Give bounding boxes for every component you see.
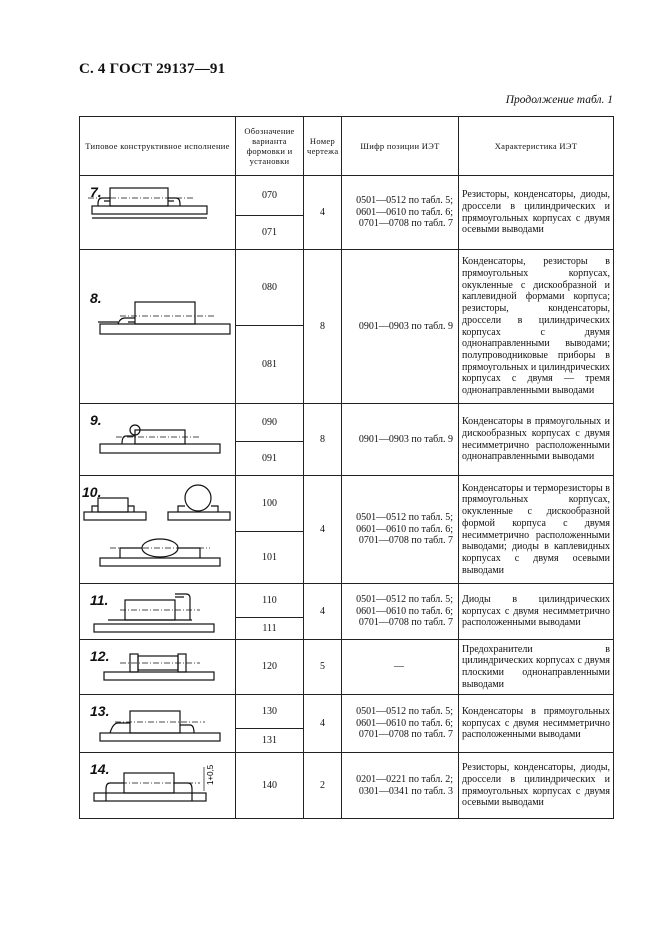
drawing-number: 2 <box>304 753 342 819</box>
cipher-line: 0501—0512 по табл. 5; <box>356 594 453 606</box>
design-number: 11. <box>90 592 109 608</box>
design-cell-9 <box>80 404 236 476</box>
design-cell-14 <box>80 753 236 819</box>
table-row <box>80 695 614 729</box>
characteristic-cell: Предохранители в цилиндрических корпусах с двумя плоскими однонаправленными выводами <box>459 640 614 695</box>
cipher-line: 0601—0610 по табл. 6; <box>356 523 453 535</box>
characteristic-cell: Конденсаторы в прямоугольных и дискообразных корпусах с двумя несимметрично расположенными однонаправленными выводами <box>459 404 614 476</box>
cipher-line: 0601—0610 по табл. 6; <box>356 605 453 617</box>
design-cell-11 <box>80 584 236 640</box>
variant-code: 120 <box>236 640 304 695</box>
characteristic-cell: Конденсаторы и терморезисторы в прямоугольных корпусах, окукленные с дискообразной формой корпуса с двумя несимметрично расположенными выводами; диоды в каплевидных корпусах с двумя осевыми выводами <box>459 476 614 584</box>
col-header-characteristic: Характеристика ИЭТ <box>459 117 614 176</box>
cipher-line: — <box>394 661 404 673</box>
design-number: 7. <box>90 184 102 200</box>
cipher-line: 0901—0903 по табл. 9 <box>358 433 453 445</box>
component-drawing-11 <box>80 584 236 640</box>
drawing-number: 5 <box>304 640 342 695</box>
variant-code: 091 <box>236 442 304 476</box>
table-continuation-label: Продолжение табл. 1 <box>505 94 613 106</box>
design-cell-8 <box>80 250 236 404</box>
dimension-label: 1+0,5 <box>206 764 215 785</box>
cipher-cell <box>342 753 459 819</box>
variant-code: 080 <box>236 250 304 326</box>
characteristic-cell: Конденсаторы в прямоугольных корпусах с двумя несимметрично расположенными выводами <box>459 695 614 753</box>
cipher-cell <box>342 176 459 250</box>
design-cell-10 <box>80 476 236 584</box>
col-header-cipher: Шифр позиции ИЭТ <box>342 117 459 176</box>
component-drawing-12 <box>80 640 236 695</box>
design-cell-7 <box>80 176 236 250</box>
variant-code: 111 <box>236 618 304 640</box>
component-drawing-9 <box>80 404 236 476</box>
cipher-cell <box>342 640 459 695</box>
table-header-row <box>80 117 614 176</box>
component-drawing-13 <box>80 695 236 751</box>
drawing-number: 4 <box>304 584 342 640</box>
design-number: 14. <box>90 761 110 777</box>
characteristic-cell: Резисторы, конденсаторы, диоды, дроссели в цилиндрических и прямоугольных корпусах с двумя осевыми выводами <box>459 176 614 250</box>
table-row <box>80 640 614 695</box>
table-row <box>80 476 614 532</box>
cipher-line: 0701—0708 по табл. 7 <box>358 535 453 547</box>
design-number: 12. <box>90 648 110 664</box>
design-cell-13 <box>80 695 236 753</box>
variant-code: 140 <box>236 753 304 819</box>
cipher-line: 0501—0512 по табл. 5; <box>356 195 453 207</box>
drawing-number: 4 <box>304 476 342 584</box>
table-row <box>80 250 614 326</box>
variant-code: 101 <box>236 532 304 584</box>
variant-code: 090 <box>236 404 304 442</box>
design-number: 10. <box>82 484 102 500</box>
cipher-cell <box>342 250 459 404</box>
cipher-line: 0301—0341 по табл. 3 <box>358 785 453 797</box>
variant-code: 071 <box>236 216 304 250</box>
table-row <box>80 753 614 819</box>
characteristic-cell: Конденсаторы, резисторы в прямоугольных корпусах, окукленные с дискообразной и каплевидной формами корпуса; резисторы, конденсаторы, дроссели в цилиндрических корпусах с двумя однонаправленными выводами; полупроводниковые приборы в прямоугольных и цилиндрических корпусах с двумя — тремя однонаправленными выводами <box>459 250 614 404</box>
variant-code: 081 <box>236 326 304 404</box>
design-cell-12 <box>80 640 236 695</box>
table-row <box>80 404 614 442</box>
component-drawing-14 <box>80 753 236 819</box>
cipher-cell <box>342 584 459 640</box>
component-drawing-10 <box>80 476 236 586</box>
variant-code: 070 <box>236 176 304 216</box>
variant-code: 100 <box>236 476 304 532</box>
cipher-line: 0701—0708 по табл. 7 <box>358 729 453 741</box>
cipher-cell <box>342 695 459 753</box>
col-header-drawing: Номер чертежа <box>304 117 342 176</box>
cipher-cell <box>342 476 459 584</box>
cipher-line: 0701—0708 по табл. 7 <box>358 218 453 230</box>
cipher-line: 0601—0610 по табл. 6; <box>356 717 453 729</box>
cipher-line: 0601—0610 по табл. 6; <box>356 206 453 218</box>
drawing-number: 4 <box>304 176 342 250</box>
drawing-number: 8 <box>304 404 342 476</box>
cipher-line: 0201—0221 по табл. 2; <box>356 774 453 785</box>
variant-code: 130 <box>236 695 304 729</box>
table-row <box>80 584 614 618</box>
table-row <box>80 176 614 216</box>
col-header-design: Типовое конструктивное исполнение <box>80 117 236 176</box>
component-drawing-8 <box>80 250 236 402</box>
design-number: 13. <box>90 703 110 719</box>
cipher-cell <box>342 404 459 476</box>
page-header: С. 4 ГОСТ 29137—91 <box>79 61 226 77</box>
cipher-line: 0701—0708 по табл. 7 <box>358 617 453 629</box>
variant-code: 110 <box>236 584 304 618</box>
design-number: 8. <box>90 290 102 306</box>
drawing-number: 8 <box>304 250 342 404</box>
cipher-line: 0501—0512 по табл. 5; <box>356 706 453 718</box>
drawing-number: 4 <box>304 695 342 753</box>
component-drawing-7 <box>80 176 236 250</box>
design-number: 9. <box>90 412 102 428</box>
construction-table <box>79 116 614 819</box>
cipher-line: 0901—0903 по табл. 9 <box>358 320 453 332</box>
cipher-line: 0501—0512 по табл. 5; <box>356 512 453 524</box>
variant-code: 131 <box>236 729 304 753</box>
characteristic-cell: Диоды в цилиндрических корпусах с двумя несимметрично расположенными выводами <box>459 584 614 640</box>
col-header-variant: Обозначение варианта формовки и установки <box>236 117 304 176</box>
characteristic-cell: Резисторы, конденсаторы, диоды, дроссели в цилиндрических и прямоугольных корпусах с двумя осевыми выводами <box>459 753 614 819</box>
